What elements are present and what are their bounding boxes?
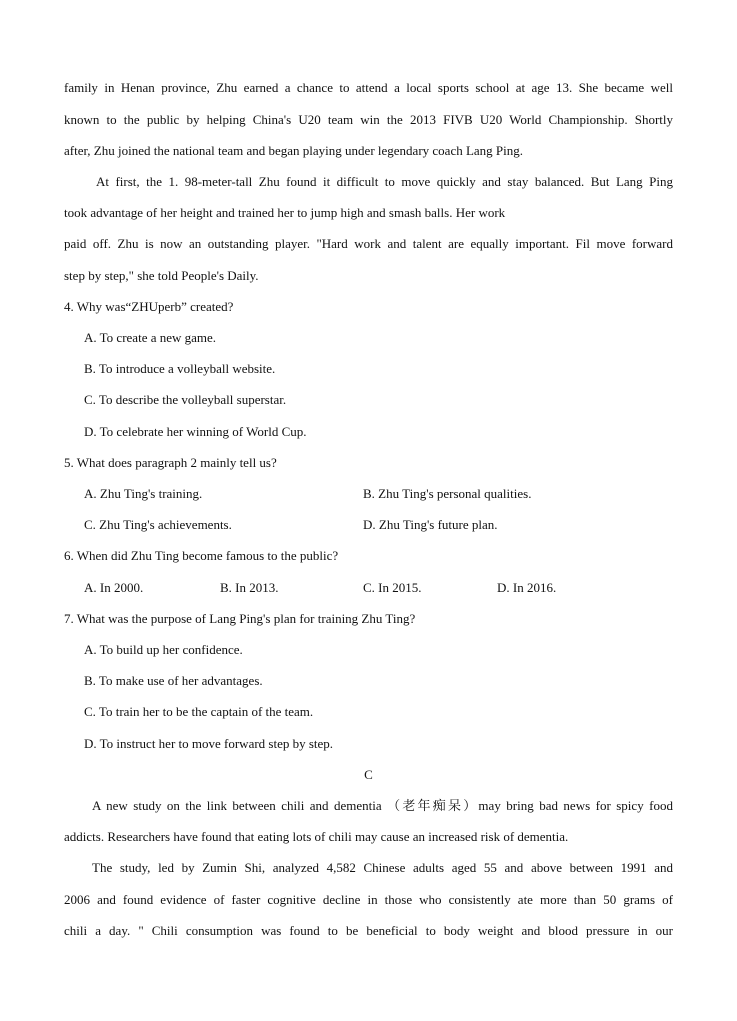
question-6-option-a: A. In 2000.: [84, 580, 144, 595]
section-c-line-4: 2006 and found evidence of faster cognitive decline in those who consistently ate more than 50 grams of: [64, 892, 673, 907]
question-6-option-c: C. In 2015.: [363, 580, 422, 595]
passage-b-line-7: step by step," she told People's Daily.: [64, 268, 259, 283]
question-7-stem: 7. What was the purpose of Lang Ping's plan for training Zhu Ting?: [64, 611, 416, 626]
question-7-option-d: D. To instruct her to move forward step by step.: [84, 736, 334, 751]
passage-b-line-5: took advantage of her height and trained her to jump high and smash balls. Her work: [64, 205, 506, 220]
section-c-line-2: addicts. Researchers have found that eating lots of chili may cause an increased risk of dementia.: [64, 829, 569, 844]
question-5-option-b: B. Zhu Ting's personal qualities.: [363, 486, 532, 501]
question-4-option-a: A. To create a new game.: [84, 330, 217, 345]
question-4-option-d: D. To celebrate her winning of World Cup.: [84, 424, 307, 439]
question-7-option-a: A. To build up her confidence.: [84, 642, 243, 657]
passage-b-line-2: known to the public by helping China's U20 team win the 2013 FIVB U20 World Championship. Shortly: [64, 112, 673, 127]
passage-b-line-1: family in Henan province, Zhu earned a chance to attend a local sports school at age 13. She became well: [64, 80, 673, 95]
passage-b-line-4: At first, the 1. 98-meter-tall Zhu found it difficult to move quickly and stay balanced. But Lang Ping: [96, 174, 673, 189]
question-4-option-b: B. To introduce a volleyball website.: [84, 361, 276, 376]
question-4-stem: 4. Why was“ZHUperb” created?: [64, 299, 234, 314]
question-6-option-d: D. In 2016.: [497, 580, 557, 595]
section-c-line-3: The study, led by Zumin Shi, analyzed 4,582 Chinese adults aged 55 and above between 1991 and: [92, 860, 673, 875]
section-c-heading: C: [364, 767, 373, 782]
question-7-option-b: B. To make use of her advantages.: [84, 673, 263, 688]
section-c-line-1: A new study on the link between chili and dementia （老年痴呆）may bring bad news for spicy food: [92, 798, 673, 813]
question-6-stem: 6. When did Zhu Ting become famous to the public?: [64, 548, 339, 563]
question-6-option-b: B. In 2013.: [220, 580, 279, 595]
passage-b-line-6: paid off. Zhu is now an outstanding player. "Hard work and talent are equally important. Fil move forward: [64, 236, 673, 251]
question-5-stem: 5. What does paragraph 2 mainly tell us?: [64, 455, 277, 470]
question-7-option-c: C. To train her to be the captain of the team.: [84, 704, 314, 719]
passage-b-line-3: after, Zhu joined the national team and began playing under legendary coach Lang Ping.: [64, 143, 524, 158]
question-5-option-a: A. Zhu Ting's training.: [84, 486, 203, 501]
question-4-option-c: C. To describe the volleyball superstar.: [84, 392, 287, 407]
question-5-option-c: C. Zhu Ting's achievements.: [84, 517, 232, 532]
question-5-option-d: D. Zhu Ting's future plan.: [363, 517, 498, 532]
section-c-line-5: chili a day. " Chili consumption was found to be beneficial to body weight and blood pressure in our: [64, 923, 673, 938]
